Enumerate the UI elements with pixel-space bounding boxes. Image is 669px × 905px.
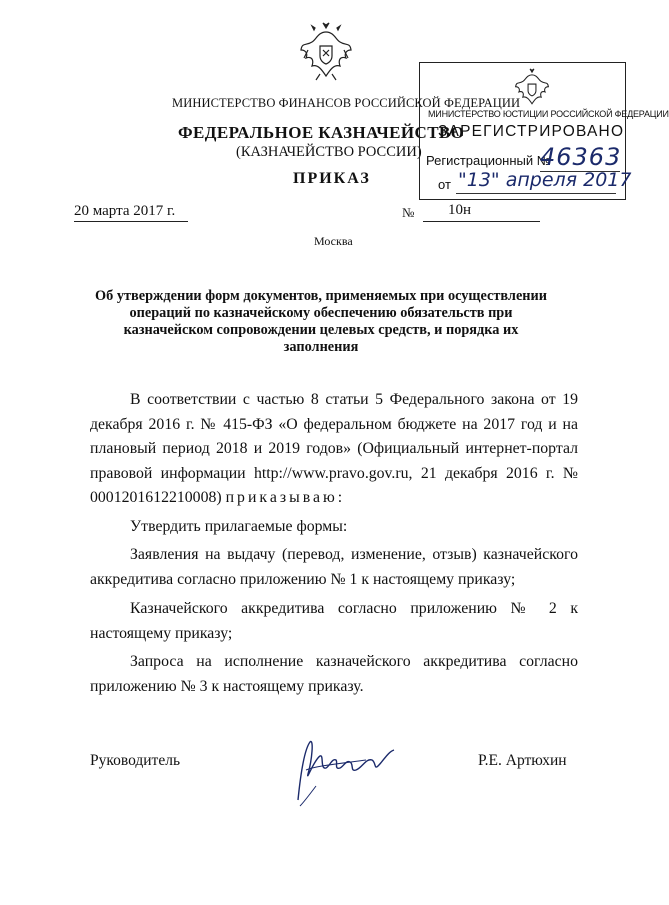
- body-paragraph-2: Утвердить прилагаемые формы:: [130, 518, 348, 535]
- signer-title: Руководитель: [90, 752, 181, 769]
- order-word: приказываю:: [225, 489, 346, 506]
- stamp-date: "13" апреля 2017: [458, 169, 632, 191]
- document-date: 20 марта 2017 г.: [74, 203, 176, 219]
- body-paragraph-1: [90, 388, 578, 511]
- number-underline: [423, 221, 540, 222]
- stamp-date-prefix: от: [438, 177, 451, 192]
- stamp-ministry: МИНИСТЕРСТВО ЮСТИЦИИ РОССИЙСКОЙ ФЕДЕРАЦИИ: [428, 109, 669, 119]
- handwritten-signature: [276, 730, 406, 810]
- body-paragraph-5: Запроса на исполнение казначейского аккредитива согласно приложению № 3 к настоящему приказу.: [90, 653, 578, 695]
- date-underline: [74, 221, 188, 222]
- state-emblem-icon: [298, 20, 354, 84]
- document-city: Москва: [314, 234, 353, 248]
- body-paragraph-1-text: В соответствии с частью 8 статьи 5 Федерального закона от 19 декабря 2016 г. № 415-ФЗ «О федеральном бюджете на 2017 год и на плановый период 2018 и 2019 годов» (Официальный интернет-портал правовой информации http://www.pravo.gov.ru, 21 декабря 2016 г. № 0001201612210008): [90, 391, 578, 506]
- registration-stamp: [419, 62, 669, 200]
- agency-name: ФЕДЕРАЛЬНОЕ КАЗНАЧЕЙСТВО: [178, 123, 465, 142]
- agency-short-name: (КАЗНАЧЕЙСТВО РОССИИ): [236, 144, 422, 160]
- number-sign: №: [402, 205, 415, 220]
- stamp-regno-label: Регистрационный №: [426, 153, 551, 168]
- stamp-regno: 46363: [540, 143, 622, 171]
- body-paragraph-3: Заявления на выдачу (перевод, изменение, отзыв) казначейского аккредитива согласно приложению № 1 к настоящему приказу;: [90, 546, 578, 588]
- signer-name: Р.Е. Артюхин: [478, 752, 567, 769]
- ministry-name: МИНИСТЕРСТВО ФИНАНСОВ РОССИЙСКОЙ ФЕДЕРАЦИИ: [172, 96, 521, 110]
- document-subject: Об утверждении форм документов, применяемых при осуществлении операций по казначейскому обеспечению обязательств при казначейском сопровождении целевых средств, и порядка их заполнения: [94, 288, 548, 355]
- document-type: ПРИКАЗ: [293, 170, 371, 187]
- document-number: 10н: [448, 202, 472, 218]
- body-paragraph-4: Казначейского аккредитива согласно приложению № 2 к настоящему приказу;: [90, 600, 578, 642]
- stamp-emblem-icon: [513, 67, 551, 109]
- stamp-status: ЗАРЕГИСТРИРОВАНО: [438, 123, 625, 140]
